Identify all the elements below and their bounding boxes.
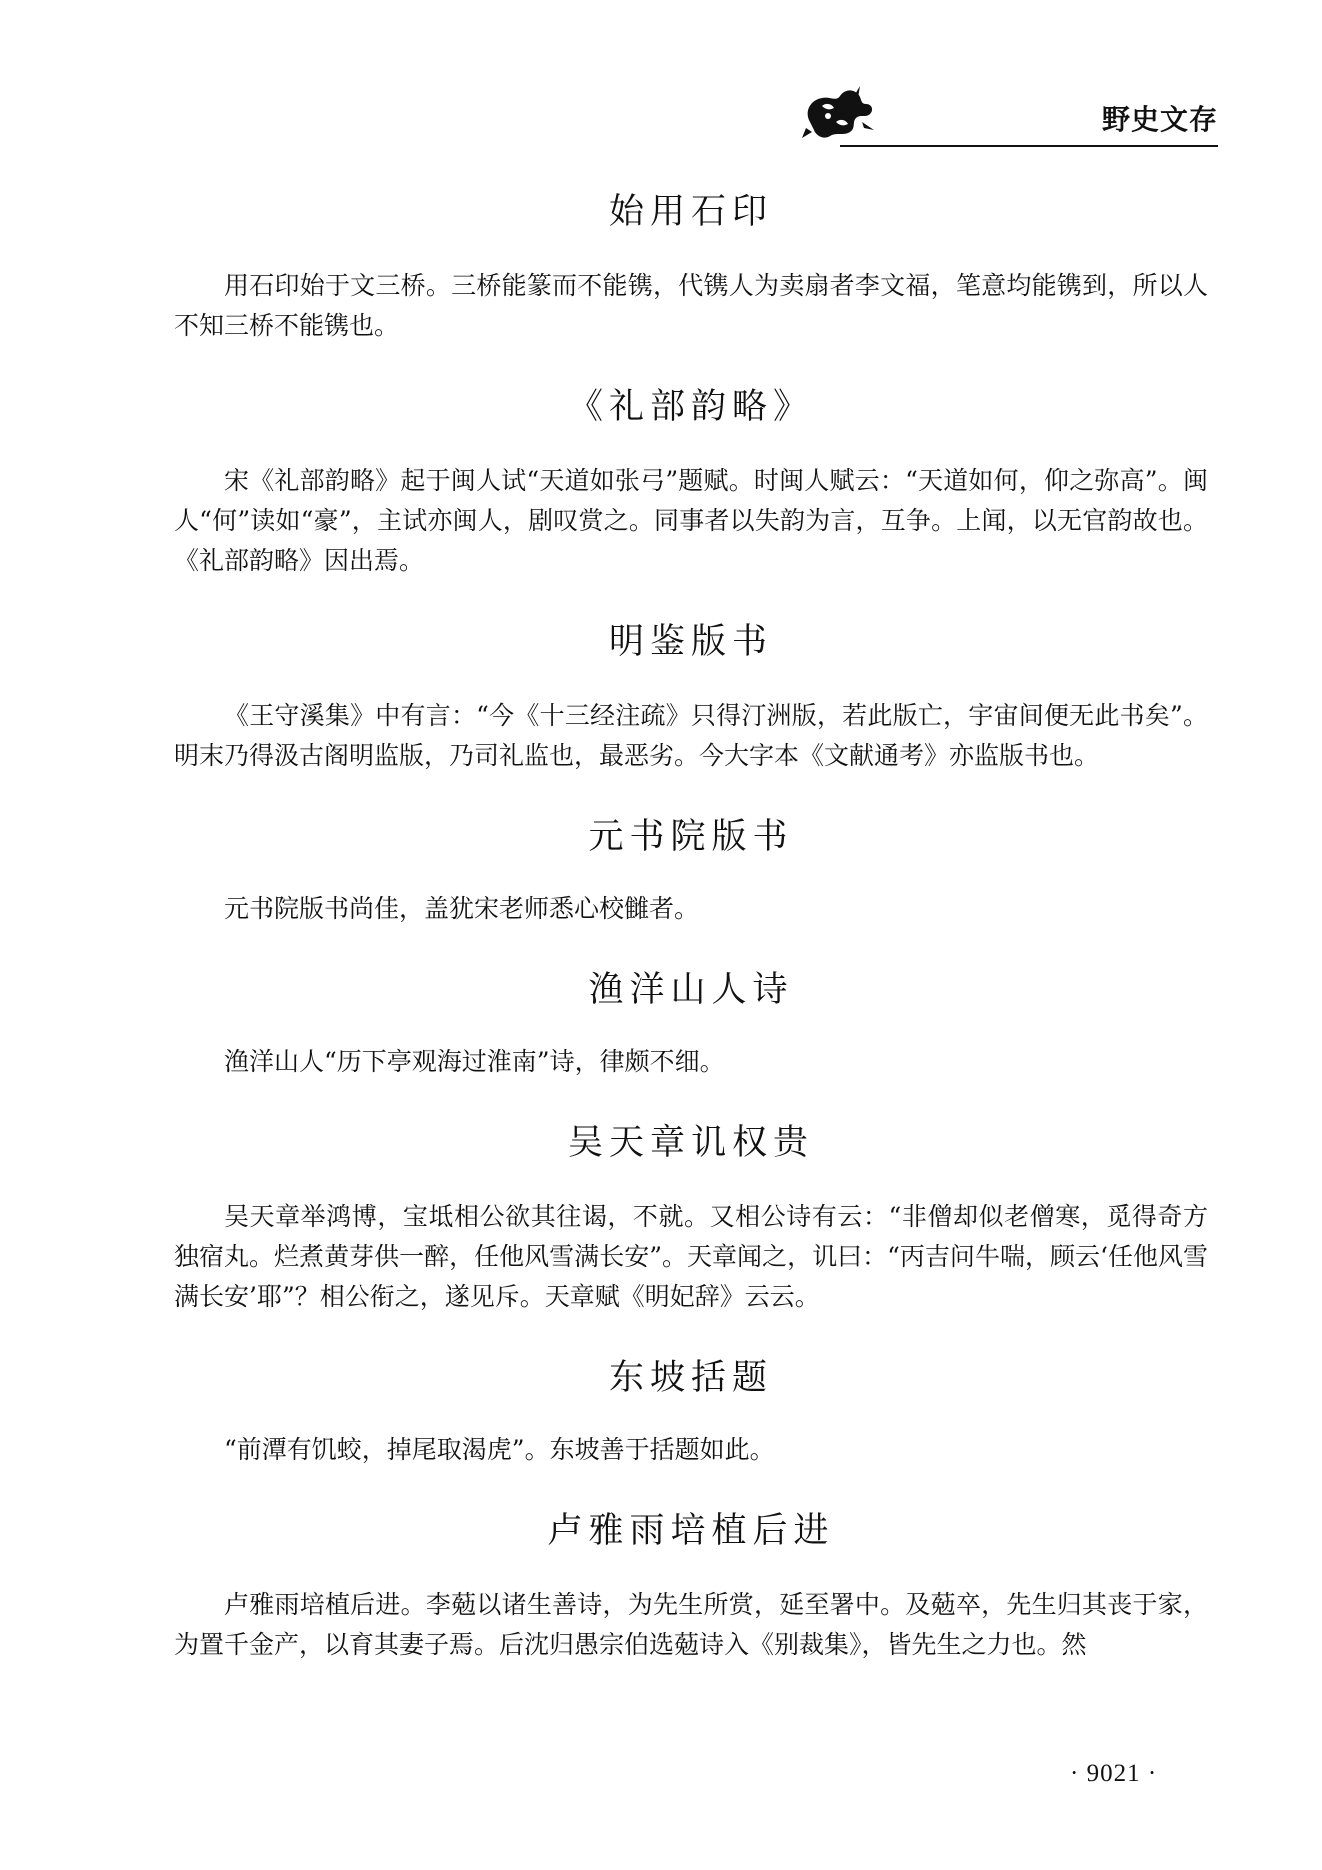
section-title: 明鉴版书 [608, 622, 773, 662]
section-title: 元书院版书 [588, 817, 794, 857]
section-body: 用石印始于文三桥。三桥能篆而不能镌，代镌人为卖扇者李文福，笔意均能镌到，所以人不知三桥不能镌也。 [174, 271, 1208, 340]
article-column [174, 192, 1208, 1665]
section-body: 卢雅雨培植后进。李葂以诸生善诗，为先生所赏，延至署中。及葂卒，先生归其丧于家，为置千金产，以育其妻子焉。后沈归愚宗伯选葂诗入《别裁集》，皆先生之力也。然 [174, 1590, 1208, 1659]
section-title: 东坡括题 [608, 1358, 773, 1398]
section-title: 卢雅雨培植后进 [547, 1511, 835, 1551]
header-rule [840, 145, 1218, 147]
section-body: 渔洋山人“历下亭观海过淮南”诗，律颇不细。 [224, 1047, 725, 1076]
running-header [790, 82, 1218, 154]
section-title: 渔洋山人诗 [588, 970, 794, 1010]
section-title: 《礼部韵略》 [567, 387, 814, 427]
section-title: 始用石印 [608, 192, 773, 232]
page-number: · 9021 · [1070, 1760, 1158, 1787]
section-body: 宋《礼部韵略》起于闽人试“天道如张弓”题赋。时闽人赋云：“天道如何，仰之弥高”。闽人“何”读如“豪”，主试亦闽人，剧叹赏之。同事者以失韵为言，互争。上闻，以无官韵故也。《礼部韵略》因出焉。 [174, 466, 1208, 575]
section-body: 吴天章举鸿博，宝坻相公欲其往谒，不就。又相公诗有云：“非僧却似老僧寒，觅得奇方独宿丸。烂煮黄芽供一醉，任他风雪满长安”。天章闻之，讥曰：“丙吉问牛喘，顾云‘任他风雪满长安’耶”？相公衔之，遂见斥。天章赋《明妃辞》云云。 [174, 1202, 1208, 1311]
section-body: “前潭有饥蛟，掉尾取渴虎”。东坡善于括题如此。 [224, 1435, 775, 1464]
section-body: 《王守溪集》中有言：“今《十三经注疏》只得汀洲版，若此版亡，宇宙间便无此书矣”。明末乃得汲古阁明监版，乃司礼监也，最恶劣。今大字本《文献通考》亦监版书也。 [174, 701, 1208, 770]
header-title: 野史文存 [1101, 103, 1218, 136]
dragon-emblem-icon [800, 82, 878, 144]
section-title: 吴天章讥权贵 [567, 1123, 814, 1163]
section-body: 元书院版书尚佳，盖犹宋老师悉心校雠者。 [224, 894, 700, 923]
